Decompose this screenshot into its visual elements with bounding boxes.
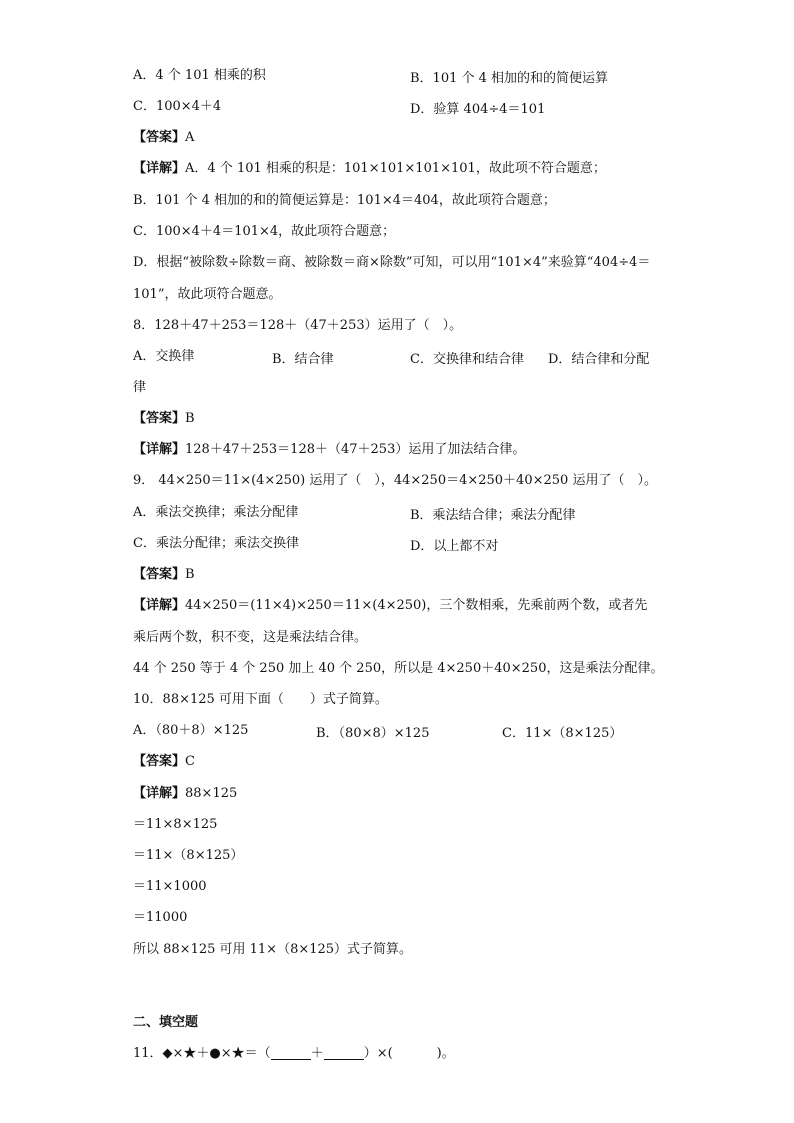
q8-answer (133, 410, 195, 428)
q7-option-d: D．验算 404÷4＝101 (410, 102, 546, 117)
q7-detail-line-4: D．根据“被除数÷除数＝商、被除数＝商×除数”可知，可以用“101×4”来验算“404÷4＝ (133, 255, 651, 270)
q10-step-3: ＝11×（8×125） (133, 848, 244, 863)
answer-blank-2[interactable] (324, 1045, 364, 1060)
q8-option-d-wrap: 律 (133, 380, 147, 395)
q10-step-4: ＝11×1000 (133, 879, 207, 894)
detail-label: 【详解】 (133, 786, 186, 801)
detail-label: 【详解】 (133, 161, 186, 176)
detail-label: 【详解】 (133, 598, 186, 613)
q10-option-a: A．（80＋8）×125 (133, 723, 249, 738)
q11-stem: 11．◆×★＋●×★＝（ ＋ ）×( )。 (133, 1046, 455, 1061)
q7-answer (133, 129, 194, 147)
q9-stem: 9． 44×250＝11×(4×250) 运用了（ ），44×250＝4×250＋40×250 运用了（ ）。 (133, 473, 657, 488)
detail-label: 【详解】 (133, 442, 186, 457)
q10-option-c: C．11×（8×125） (502, 726, 623, 741)
q9-detail-line-2: 乘后两个数，积不变，这是乘法结合律。 (133, 630, 368, 645)
answer-value: C (185, 754, 195, 769)
q9-answer (133, 566, 195, 584)
q7-detail-line-1: 【详解】A．4 个 101 相乘的积是：101×101×101×101，故此项不符合题意； (133, 161, 606, 176)
answer-label: 【答案】 (133, 754, 186, 769)
q10-step-2: ＝11×8×125 (133, 817, 218, 832)
q10-detail-line-1: 【详解】88×125 (133, 786, 238, 801)
q8-option-b: B．结合律 (272, 352, 334, 367)
answer-value: B (185, 567, 195, 582)
answer-label: 【答案】 (133, 411, 186, 426)
answer-value: B (185, 411, 195, 426)
q7-detail-line-3: C．100×4＋4＝101×4，故此项符合题意； (133, 224, 396, 239)
answer-label: 【答案】 (133, 567, 186, 582)
q9-option-d: D．以上都不对 (410, 539, 499, 554)
section-title: 二、填空题 (133, 1015, 199, 1030)
answer-blank-1[interactable] (271, 1045, 311, 1060)
q8-option-c: C．交换律和结合律 (410, 352, 524, 367)
q7-detail-line-2: B．101 个 4 相加的和的简便运算是：101×4＝404，故此项符合题意； (133, 193, 556, 208)
answer-value: A (185, 130, 195, 145)
q10-conclusion: 所以 88×125 可用 11×（8×125）式子简算。 (133, 942, 413, 957)
q8-stem: 8．128＋47＋253＝128＋（47＋253）运用了（ ）。 (133, 318, 463, 333)
q9-option-c: C．乘法分配律；乘法交换律 (133, 536, 299, 551)
q7-option-b: B．101 个 4 相加的和的简便运算 (410, 71, 609, 86)
answer-label: 【答案】 (133, 130, 186, 145)
q9-detail-line-1: 【详解】44×250＝(11×4)×250＝11×(4×250)，三个数相乘，先乘前两个数，或者先 (133, 598, 648, 613)
q9-option-b: B．乘法结合律；乘法分配律 (410, 508, 576, 523)
q8-option-a: A．交换律 (133, 349, 195, 364)
q10-option-b: B．（80×8）×125 (316, 726, 430, 741)
q10-stem: 10．88×125 可用下面（ ）式子简算。 (133, 692, 388, 707)
q7-detail-line-5: 101”，故此项符合题意。 (133, 287, 282, 302)
q7-option-c: C．100×4＋4 (133, 99, 222, 114)
q7-option-a: A．4 个 101 相乘的积 (133, 68, 266, 83)
q8-detail: 【详解】128＋47＋253＝128＋（47＋253）运用了加法结合律。 (133, 442, 526, 457)
q9-detail-line-3: 44 个 250 等于 4 个 250 加上 40 个 250，所以是 4×250＋40×250，这是乘法分配律。 (133, 661, 664, 676)
q9-option-a: A．乘法交换律；乘法分配律 (133, 505, 299, 520)
q8-option-d: D．结合律和分配 (548, 352, 650, 367)
q10-answer (133, 753, 195, 771)
q10-step-5: ＝11000 (133, 910, 188, 925)
